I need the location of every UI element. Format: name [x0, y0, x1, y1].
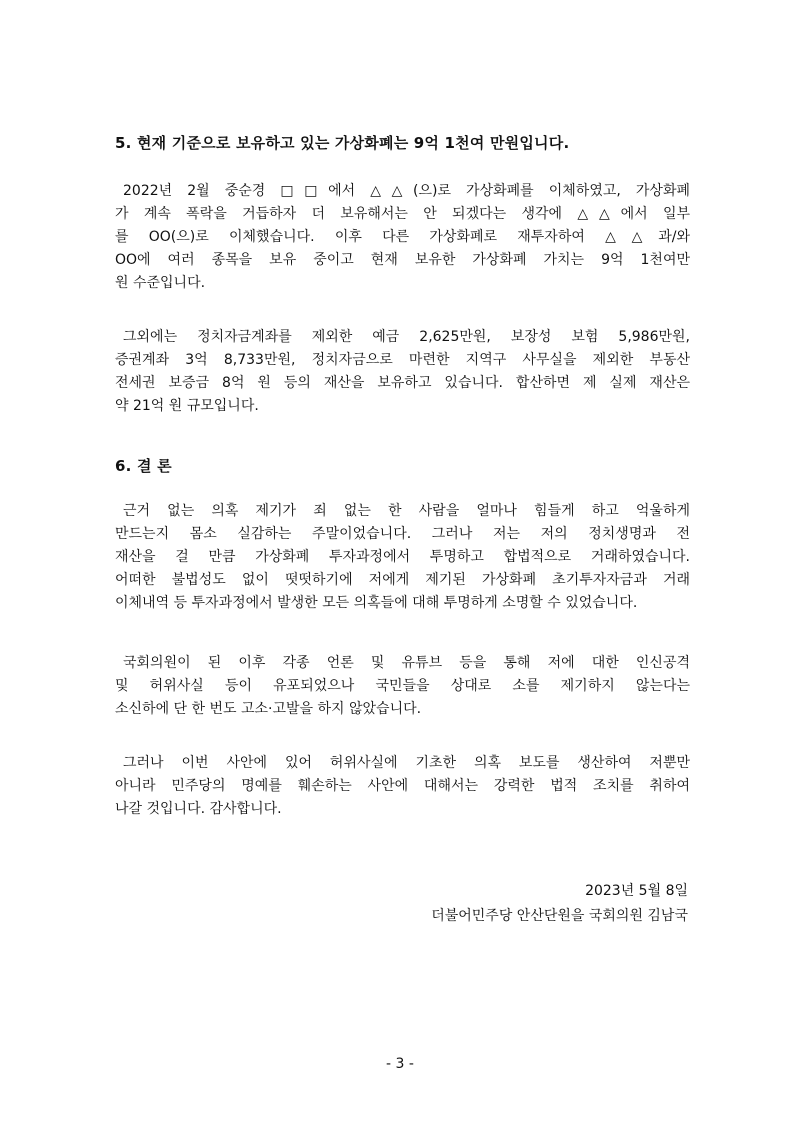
- section-5-heading: 5. 현재 기준으로 보유하고 있는 가상화폐는 9억 1천여 만원입니다.: [115, 134, 570, 152]
- section-6-paragraph-2: [115, 652, 690, 721]
- paragraph-line: 원 수준입니다.: [115, 275, 206, 291]
- section-6-heading: 6. 결 론: [115, 457, 172, 475]
- paragraph-line: 나갈 것입니다. 감사합니다.: [115, 801, 282, 817]
- paragraph-line: 2022년 2월 중순경 □□에서 △△(으)로 가상화폐를 이체하였고, 가상화폐: [123, 183, 690, 199]
- paragraph-line: 만드는지 몸소 실감하는 주말이었습니다. 그러나 저는 저의 정치생명과 전: [115, 526, 690, 542]
- paragraph-line: 그외에는 정치자금계좌를 제외한 예금 2,625만원, 보장성 보험 5,986만원,: [123, 329, 690, 345]
- paragraph-line: 근거 없는 의혹 제기가 죄 없는 한 사람을 얼마나 힘들게 하고 억울하게: [123, 503, 690, 519]
- paragraph-line: 증권계좌 3억 8,733만원, 정치자금으로 마련한 지역구 사무실을 제외한 부동산: [115, 352, 690, 368]
- paragraph-line: 그러나 이번 사안에 있어 허위사실에 기초한 의혹 보도를 생산하여 저뿐만: [123, 755, 690, 771]
- paragraph-line: 소신하에 단 한 번도 고소·고발을 하지 않았습니다.: [115, 701, 422, 717]
- paragraph-line: 를 OO(으)로 이체했습니다. 이후 다른 가상화폐로 재투자하여 △△과/와: [115, 229, 690, 245]
- paragraph-line: 및 허위사실 등이 유포되었으나 국민들을 상대로 소를 제기하지 않는다는: [115, 678, 690, 694]
- paragraph-line: 국회의원이 된 이후 각종 언론 및 유튜브 등을 통해 저에 대한 인신공격: [123, 655, 690, 671]
- section-6-paragraph-1: [115, 500, 690, 615]
- paragraph-line: OO에 여러 종목을 보유 중이고 현재 보유한 가상화폐 가치는 9억 1천여만: [115, 252, 690, 268]
- signature-author: 더불어민주당 안산단원을 국회의원 김남국: [431, 908, 688, 924]
- paragraph-line: 아니라 민주당의 명예를 훼손하는 사안에 대해서는 강력한 법적 조치를 취하여: [115, 778, 690, 794]
- section-5-paragraph-1: [115, 180, 690, 295]
- section-6-paragraph-3: [115, 752, 690, 821]
- page-number: - 3 -: [386, 1056, 414, 1072]
- paragraph-line: 약 21억 원 규모입니다.: [115, 398, 259, 414]
- paragraph-line: 어떠한 불법성도 없이 떳떳하기에 저에게 제기된 가상화폐 초기투자자금과 거래: [115, 572, 690, 588]
- paragraph-line: 전세권 보증금 8억 원 등의 재산을 보유하고 있습니다. 합산하면 제 실제 재산은: [115, 375, 690, 391]
- paragraph-line: 재산을 걸 만큼 가상화폐 투자과정에서 투명하고 합법적으로 거래하였습니다.: [115, 549, 690, 565]
- section-5-paragraph-2: [115, 326, 690, 418]
- paragraph-line: 가 계속 폭락을 거듭하자 더 보유해서는 안 되겠다는 생각에 △△에서 일부: [115, 206, 690, 222]
- paragraph-line: 이체내역 등 투자과정에서 발생한 모든 의혹들에 대해 투명하게 소명할 수 있었습니다.: [115, 595, 638, 611]
- signature-date: 2023년 5월 8일: [585, 883, 688, 899]
